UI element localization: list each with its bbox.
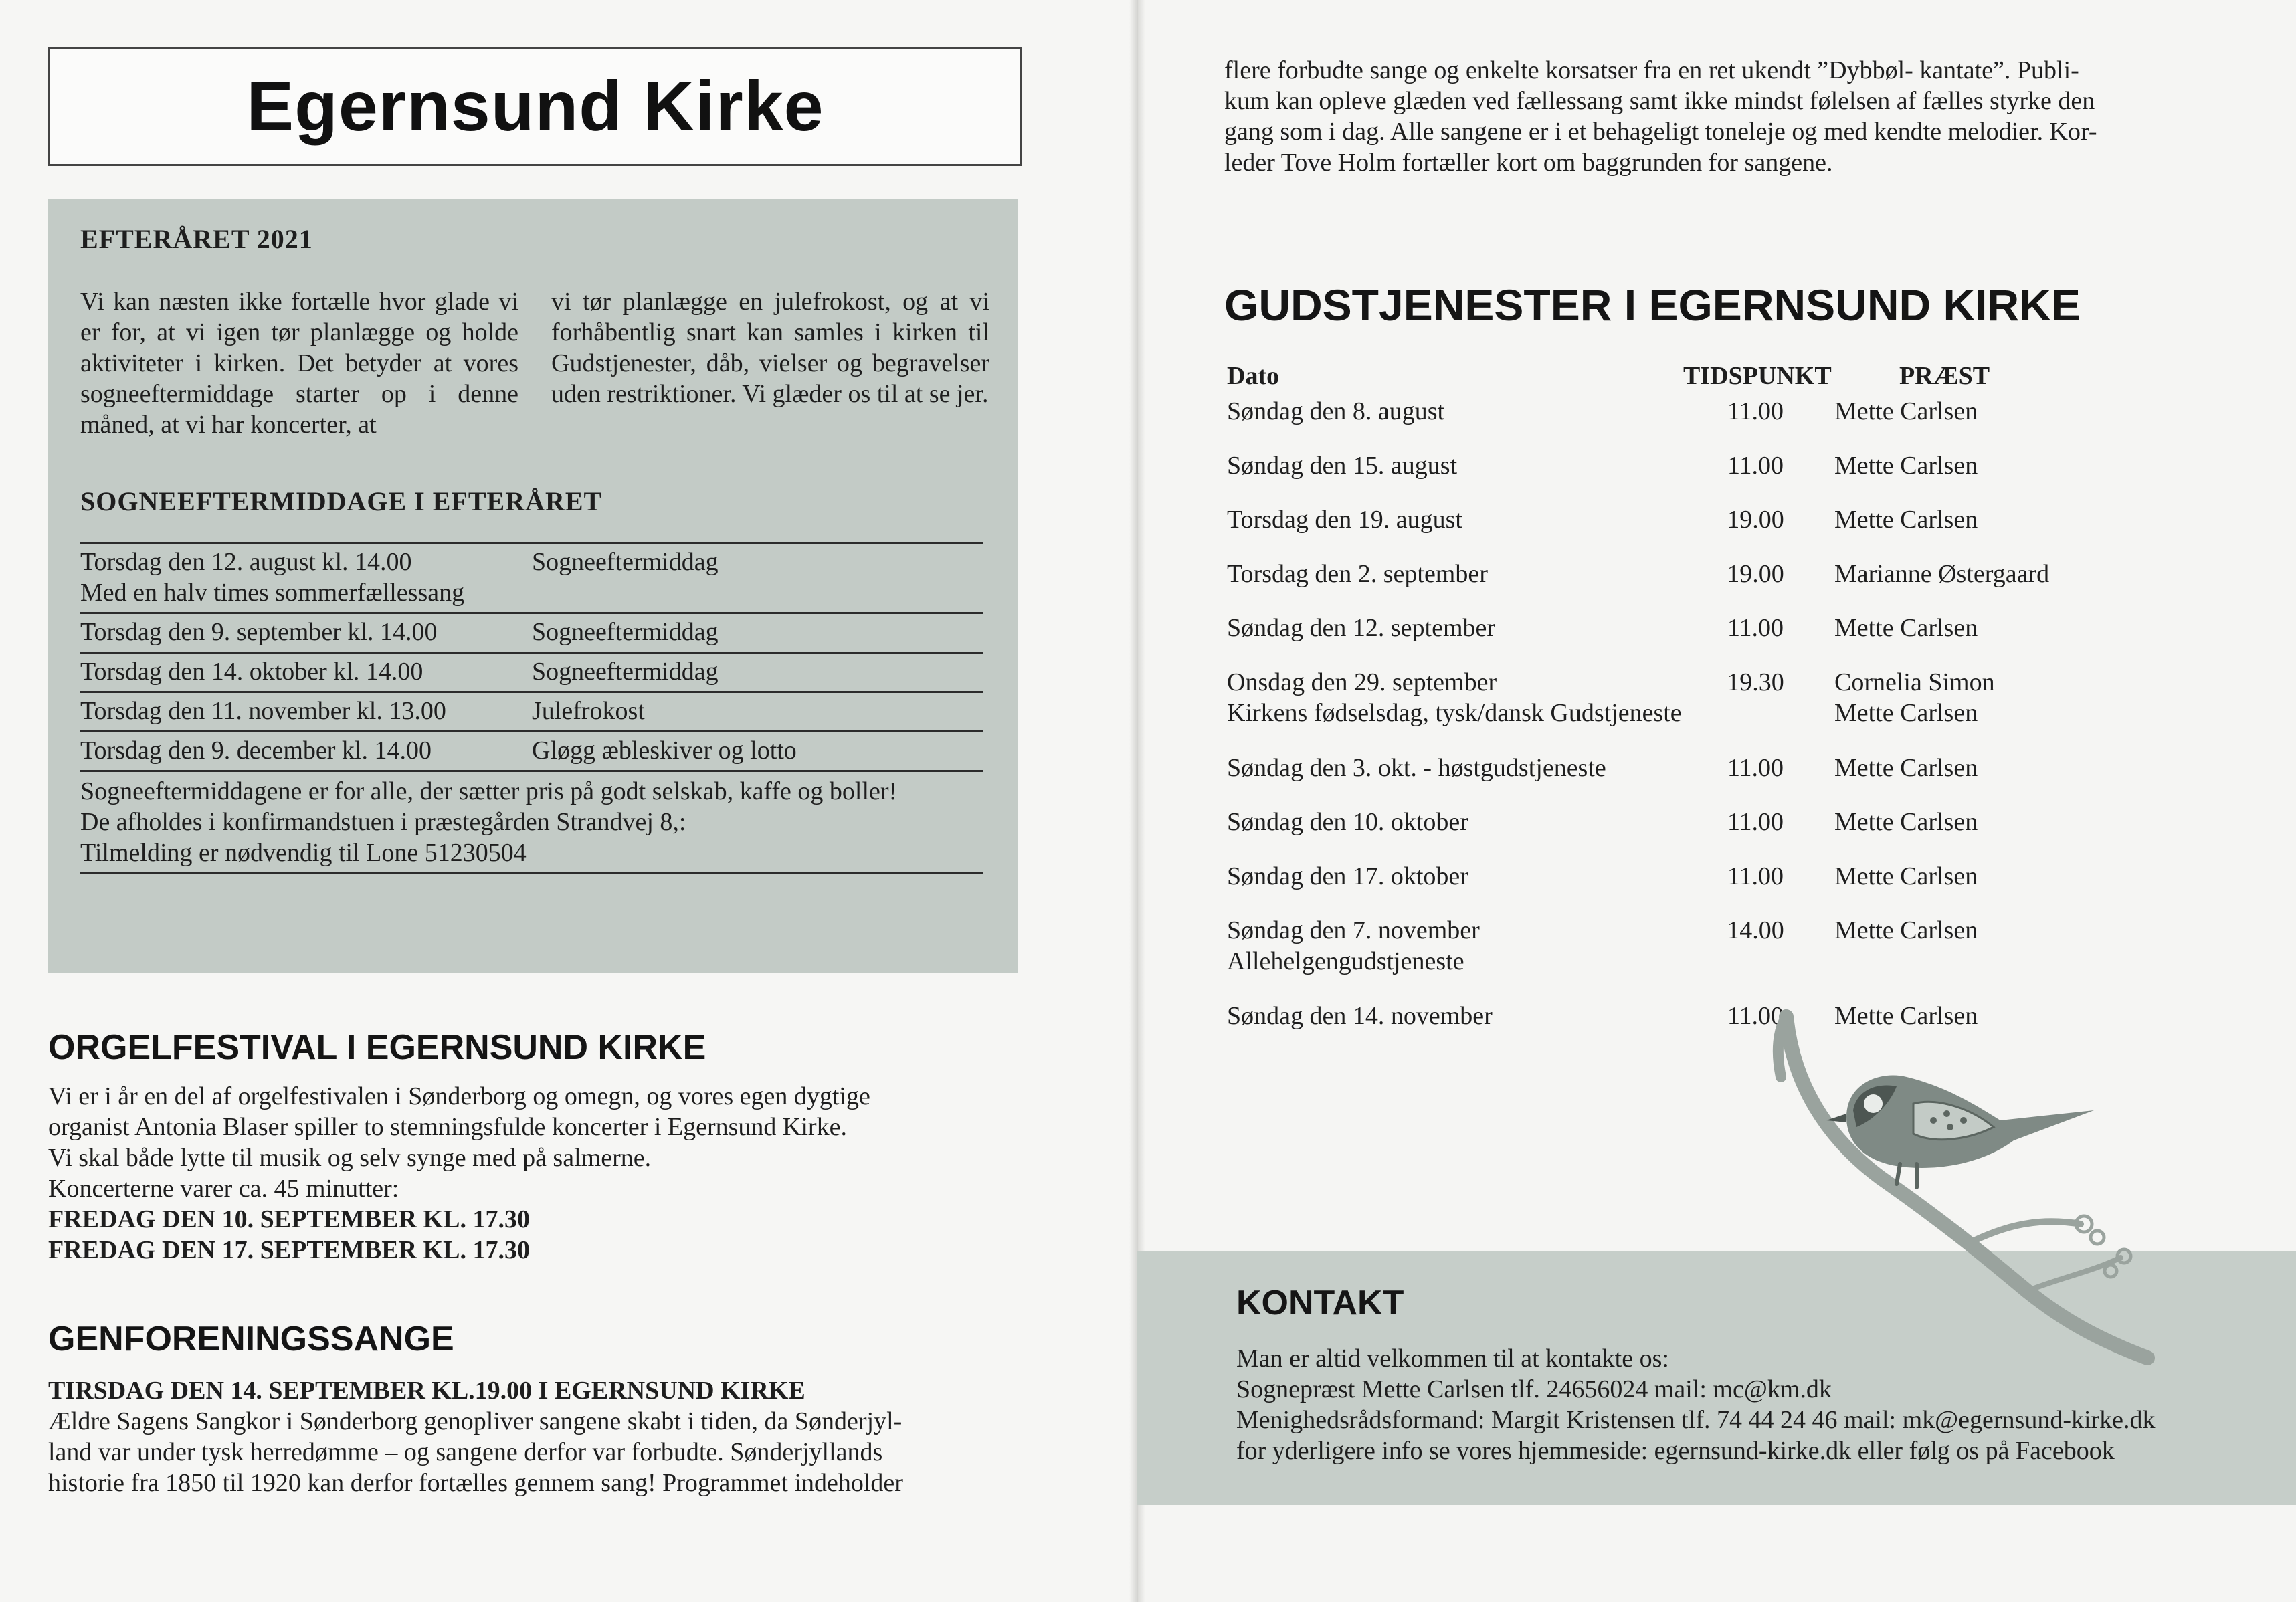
row-date: Torsdag den 14. oktober kl. 14.00 [80,658,423,686]
service-time: 19.00 [1727,560,1784,588]
table-row [1227,613,2164,667]
text-line: Vi er i år en del af orgelfestivalen i Sønderborg og omegn, og vores egen dygtige [48,1082,870,1110]
reunion-songs-text [48,1375,998,1498]
concert-date: FREDAG DEN 17. SEPTEMBER KL. 17.30 [48,1236,530,1264]
reunion-event: TIRSDAG DEN 14. SEPTEMBER KL.19.00 I EGERNSUND KIRKE [48,1377,805,1405]
table-row [1227,753,2164,807]
contact-heading: KONTAKT [1236,1284,1404,1322]
note-line: De afholdes i konfirmandstuen i præstegården Strandvej 8,: [80,808,686,836]
service-date: Søndag den 10. oktober [1227,808,1468,836]
service-priest: Mette Carlsen [1834,862,1978,890]
col-date-header: Dato [1227,362,1280,390]
col-priest-header: PRÆST [1899,362,1990,390]
text-line: flere forbudte sange og enkelte korsatser fra en ret ukendt ”Dybbøl- kantate”. Publi- [1224,56,2079,84]
service-time: 19.00 [1727,506,1784,534]
service-date: Søndag den 15. august [1227,452,1458,480]
text-line: kum kan opleve glæden ved fællessang samt ikke mindst følelsen af fælles styrke den [1224,87,2095,115]
service-priest: Mette Carlsen [1834,614,1978,642]
intro-column-1: Vi kan næsten ikke fortælle hvor glade vi er for, at vi igen tør planlægge og holde aktiviteter i kirken. Det betyder at vores sogneeftermiddage starter op i denne måned, at vi har koncerter, at [80,288,518,439]
table-row [1227,396,2164,450]
text-line: historie fra 1850 til 1920 kan derfor fortælles gennem sang! Programmet indeholder [48,1469,903,1497]
service-time: 11.00 [1727,614,1784,642]
left-page [0,0,1137,1602]
table-row [1227,504,2164,559]
service-priest: Mette Carlsen [1834,808,1978,836]
contact-line: Menighedsrådsformand: Margit Kristensen tlf. 74 44 24 46 mail: mk@egernsund-kirke.dk [1236,1406,2156,1434]
service-date-text: Onsdag den 29. september [1227,668,1497,696]
text-line: Koncerterne varer ca. 45 minutter: [48,1175,399,1203]
table-row [80,732,983,772]
row-extra: Med en halv times sommerfællessang [80,579,465,607]
service-time: 11.00 [1727,452,1784,480]
service-priest: Marianne Østergaard [1834,560,2050,588]
services-heading: GUDSTJENESTER I EGERNSUND KIRKE [1224,280,2081,330]
service-priest: Mette Carlsen [1834,1002,1978,1030]
service-date-text: Søndag den 7. november [1227,916,1480,944]
text-line: gang som i dag. Alle sangene er i et behageligt toneleje og med kendte melodier. Kor- [1224,118,2097,146]
text-line: organist Antonia Blaser spiller to stemningsfulde koncerter i Egernsund Kirke. [48,1113,847,1141]
service-priest: Mette Carlsen [1834,754,1978,782]
service-time: 11.00 [1727,808,1784,836]
service-time: 19.30 [1727,668,1784,696]
row-event: Julefrokost [532,697,645,725]
table-row [80,693,983,732]
autumn-heading: EFTERÅRET 2021 [80,224,313,254]
table-row [1227,667,2164,753]
note-line: Tilmelding er nødvendig til Lone 51230504 [80,839,527,867]
service-date: Torsdag den 19. august [1227,506,1462,534]
service-subtitle: Allehelgengudstjeneste [1227,947,1464,975]
parish-afternoons-heading: SOGNEEFTERMIDDAGE I EFTERÅRET [80,486,603,516]
contact-line: for yderligere info se vores hjemmeside: egernsund-kirke.dk eller følg os på Facebook [1236,1437,2115,1465]
organ-festival-heading: ORGELFESTIVAL I EGERNSUND KIRKE [48,1028,706,1067]
service-priest: Mette Carlsen [1834,506,1978,534]
service-date: Torsdag den 2. september [1227,560,1488,588]
table-row [1227,450,2164,504]
note-line: Sogneeftermiddagene er for alle, der sætter pris på godt selskab, kaffe og boller! [80,777,898,805]
contact-line: Sognepræst Mette Carlsen tlf. 24656024 mail: mc@km.dk [1236,1375,1832,1403]
service-date [1227,915,1695,977]
parish-afternoons-table [80,542,983,874]
service-time: 14.00 [1727,916,1784,944]
autumn-panel [48,199,1018,973]
reunion-continuation [1224,55,2208,178]
text-line: land var under tysk herredømme – og sangene derfor var forbudte. Sønderjyllands [48,1438,883,1466]
service-time: 11.00 [1727,862,1784,890]
service-date: Søndag den 3. okt. - høstgudstjeneste [1227,754,1606,782]
table-row [80,654,983,693]
concert-date: FREDAG DEN 10. SEPTEMBER KL. 17.30 [48,1205,530,1233]
service-date: Søndag den 14. november [1227,1002,1493,1030]
table-row [80,614,983,654]
service-date: Søndag den 12. september [1227,614,1496,642]
organ-festival-text [48,1081,998,1266]
row-event: Gløgg æbleskiver og lotto [532,736,797,765]
service-priest [1834,667,1995,728]
table-row [1227,807,2164,861]
row-date: Torsdag den 12. august kl. 14.00 [80,548,412,576]
text-line: Vi skal både lytte til musik og selv synge med på salmerne. [48,1144,652,1172]
service-time: 11.00 [1727,754,1784,782]
row-date: Torsdag den 9. september kl. 14.00 [80,618,438,646]
service-time: 11.00 [1727,397,1784,425]
intro-column-2: vi tør planlægge en julefrokost, og at vi forhåbentlig snart kan samles i kirken til Gudstjenester, dåb, vielser og begravelser uden restriktioner. Vi glæder os til at se jer. [551,288,989,408]
services-header-row [1227,355,2164,396]
service-date: Søndag den 17. oktober [1227,862,1468,890]
row-event: Sogneeftermiddag [532,548,719,576]
services-table [1227,355,2164,1055]
service-subtitle: Kirkens fødselsdag, tysk/dansk Gudstjeneste [1227,699,1682,727]
table-row [1227,861,2164,915]
service-priest: Mette Carlsen [1834,452,1978,480]
table-row [1227,559,2164,613]
row-event: Sogneeftermiddag [532,658,719,686]
contact-line: Man er altid velkommen til at kontakte os: [1236,1344,1669,1373]
service-priest: Mette Carlsen [1834,916,1978,944]
row-date: Torsdag den 9. december kl. 14.00 [80,736,432,765]
service-date [1227,667,1695,728]
bird-on-branch-icon [1746,1003,2161,1378]
page-title: Egernsund Kirke [246,66,824,146]
table-row [80,544,983,614]
text-line: leder Tove Holm fortæller kort om baggrunden for sangene. [1224,148,1833,177]
reunion-songs-heading: GENFORENINGSSANGE [48,1320,454,1359]
table-row [1227,915,2164,1001]
service-priest-name: Cornelia Simon [1834,668,1995,696]
row-date: Torsdag den 11. november kl. 13.00 [80,697,446,725]
col-time-header: TIDSPUNKT [1683,362,1832,390]
text-line: Ældre Sagens Sangkor i Sønderborg genopliver sangene skabt i tiden, da Sønderjyl- [48,1407,902,1435]
parish-afternoons-note [80,772,983,874]
title-box [48,47,1022,166]
service-priest: Mette Carlsen [1834,397,1978,425]
service-date: Søndag den 8. august [1227,397,1445,425]
service-priest-name: Mette Carlsen [1834,699,1978,727]
service-time: 11.00 [1727,1002,1784,1030]
row-event: Sogneeftermiddag [532,618,719,646]
